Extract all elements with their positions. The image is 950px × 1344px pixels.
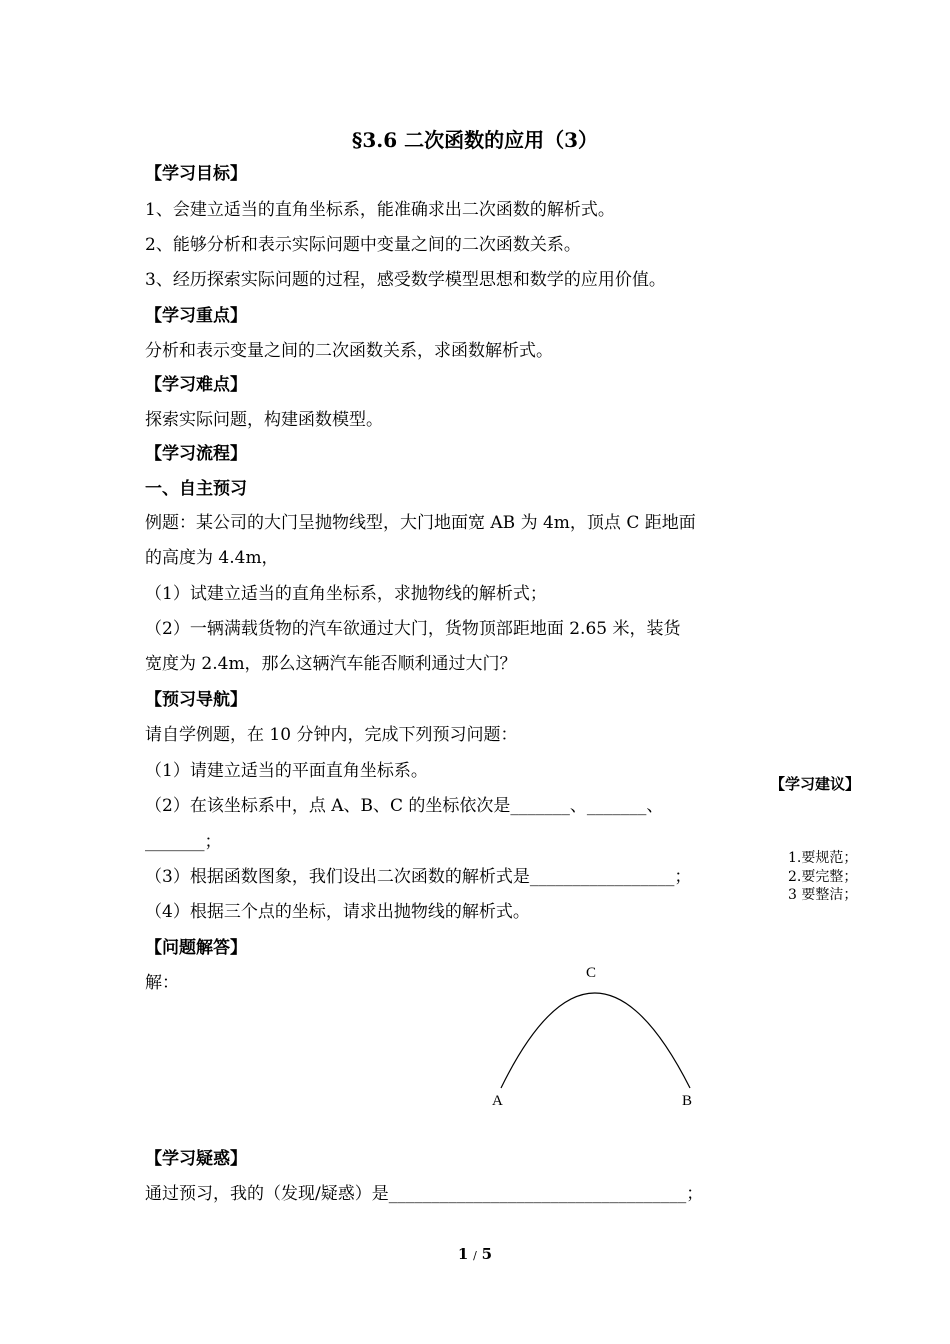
section-heading: 一、自主预习	[145, 479, 247, 499]
guide-problem-3	[145, 865, 691, 889]
keypoints-text: 分析和表示变量之间的二次函数关系，求函数解析式。	[145, 341, 553, 361]
doubts-blank[interactable]: ___________________________________	[388, 1184, 687, 1204]
keypoints-heading: 【学习重点】	[145, 306, 247, 326]
answer-heading: 【问题解答】	[145, 938, 247, 958]
sidebar-item: 2.要完整；	[788, 869, 858, 885]
objective-item: 3、经历探索实际问题的过程，感受数学模型思想和数学的应用价值。	[145, 270, 666, 290]
formula-blank[interactable]: _________________	[529, 867, 675, 887]
point-label-a: A	[492, 1093, 503, 1109]
difficulties-text: 探索实际问题，构建函数模型。	[145, 410, 383, 430]
process-heading: 【学习流程】	[145, 444, 247, 464]
point-label-b: B	[682, 1093, 693, 1109]
objective-item: 2、能够分析和表示实际问题中变量之间的二次函数关系。	[145, 235, 581, 255]
doubts-heading: 【学习疑惑】	[145, 1149, 247, 1169]
example-question-1: （1）试建立适当的直角坐标系，求抛物线的解析式；	[145, 584, 547, 604]
objectives-heading: 【学习目标】	[145, 164, 247, 184]
difficulties-heading: 【学习难点】	[145, 375, 247, 395]
parabola-figure	[470, 955, 730, 1120]
total-pages: 5	[481, 1245, 493, 1263]
sidebar-title: 【学习建议】	[770, 775, 861, 793]
page-title: §3.6 二次函数的应用（3）	[351, 128, 599, 152]
page-separator: /	[473, 1249, 477, 1262]
example-text: 例题：某公司的大门呈抛物线型，大门地面宽 AB 为 4m，顶点 C 距地面	[145, 513, 696, 533]
guide-intro: 请自学例题，在 10 分钟内，完成下列预习问题：	[145, 725, 518, 745]
doubts-text: 通过预习，我的（发现/疑惑）是	[145, 1184, 389, 1204]
guide-problem-2-cont: _______；	[145, 832, 222, 852]
guide-problem-1: （1）请建立适当的平面直角坐标系。	[145, 761, 428, 781]
current-page: 1	[457, 1245, 469, 1263]
example-question-2-cont: 宽度为 2.4m，那么这辆汽车能否顺利通过大门？	[145, 654, 517, 674]
page-number	[0, 1245, 950, 1263]
example-text: 的高度为 4.4m，	[145, 548, 279, 568]
sidebar-item: 3 要整洁；	[788, 887, 858, 903]
parabola-curve	[501, 993, 690, 1088]
guide-problem-4: （4）根据三个点的坐标，请求出抛物线的解析式。	[145, 902, 530, 922]
answer-label: 解：	[145, 973, 179, 993]
doubts-suffix: ；	[686, 1184, 704, 1204]
example-question-2: （2）一辆满载货物的汽车欲通过大门，货物顶部距地面 2.65 米，装货	[145, 619, 681, 639]
guide-problem-3-text: （3）根据函数图象，我们设出二次函数的解析式是	[145, 867, 530, 887]
vertex-label-c: C	[586, 965, 597, 981]
guide-problem-3-suffix: ；	[674, 867, 692, 887]
guide-heading: 【预习导航】	[145, 690, 247, 710]
objective-item: 1、会建立适当的直角坐标系，能准确求出二次函数的解析式。	[145, 200, 615, 220]
doubts-line	[145, 1182, 703, 1206]
sidebar-item: 1.要规范；	[788, 850, 858, 866]
guide-problem-2: （2）在该坐标系中，点 A、B、C 的坐标依次是_______、_______、	[145, 796, 664, 816]
